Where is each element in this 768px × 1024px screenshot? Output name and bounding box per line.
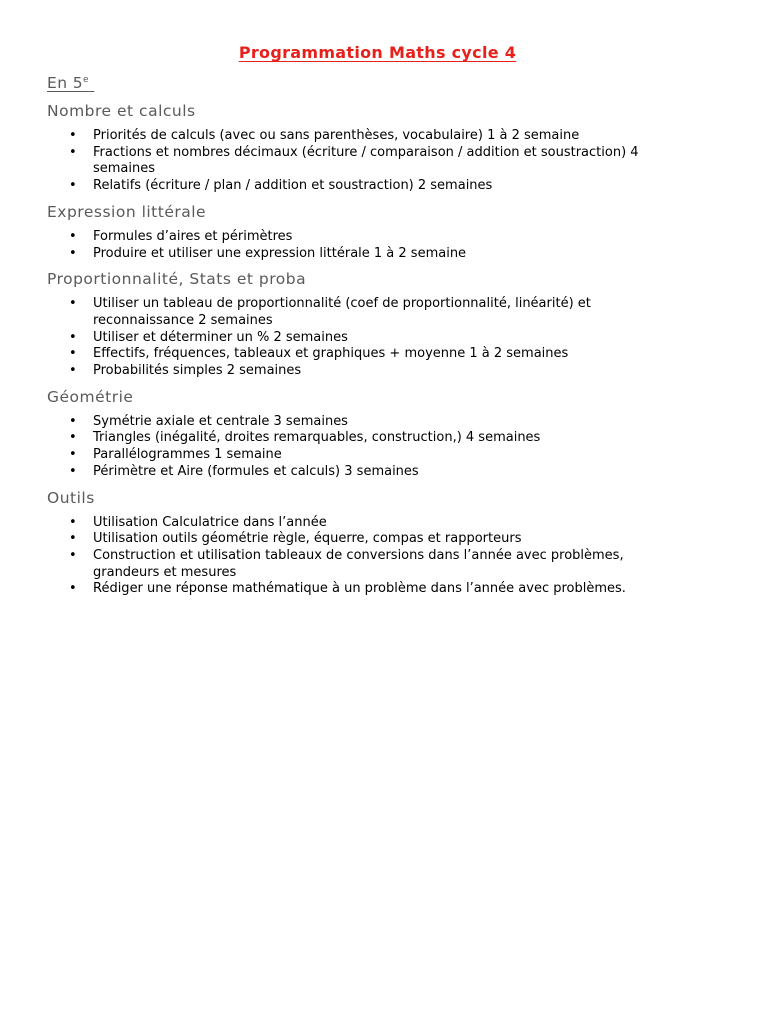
bullet-dot-icon: • xyxy=(69,346,77,362)
section-item-list xyxy=(47,515,708,599)
list-item-text: Périmètre et Aire (formules et calculs) 3 semaines xyxy=(93,463,419,479)
list-item-text: Utiliser et déterminer un % 2 semaines xyxy=(93,329,348,345)
bullet-dot-icon: • xyxy=(69,447,77,463)
list-item-text: Parallélogrammes 1 semaine xyxy=(93,447,282,463)
list-item xyxy=(69,296,708,329)
list-item xyxy=(69,346,708,363)
list-item-text: Utilisation outils géométrie règle, équerre, compas et rapporteurs xyxy=(93,531,522,547)
list-item xyxy=(69,463,708,481)
list-item xyxy=(69,430,708,447)
bullet-dot-icon: • xyxy=(69,128,77,143)
section-item-list xyxy=(47,128,708,195)
bullet-dot-icon: • xyxy=(69,413,77,429)
bullet-dot-icon: • xyxy=(69,296,77,312)
bullet-dot-icon: • xyxy=(69,547,77,563)
list-item-text: Priorités de calculs (avec ou sans parenthèses, vocabulaire) 1 à 2 semaine xyxy=(93,128,580,143)
list-item xyxy=(69,128,708,145)
list-item xyxy=(69,228,708,246)
list-item-text: Effectifs, fréquences, tableaux et graphiques + moyenne 1 à 2 semaines xyxy=(93,346,569,362)
list-item xyxy=(69,363,708,380)
bullet-dot-icon: • xyxy=(69,228,77,244)
bullet-dot-icon: • xyxy=(69,363,77,379)
section-item-list xyxy=(47,229,708,262)
level-label: En 5 xyxy=(47,74,84,92)
bullet-dot-icon: • xyxy=(69,514,77,530)
level-heading xyxy=(47,72,708,94)
sections-container xyxy=(47,100,708,598)
list-item xyxy=(69,329,708,347)
list-item xyxy=(69,144,708,178)
list-item-text: Fractions et nombres décimaux (écriture / comparaison / addition et soustraction) 4 semaines xyxy=(93,144,639,177)
bullet-dot-icon: • xyxy=(69,430,77,446)
bullet-dot-icon: • xyxy=(69,144,77,160)
section-title: Expression littérale xyxy=(47,202,207,221)
section-title: Proportionnalité, Stats et proba xyxy=(47,270,307,289)
bullet-dot-icon: • xyxy=(69,329,77,345)
list-item-text: Formules d’aires et périmètres xyxy=(93,228,293,244)
section-title: Outils xyxy=(47,488,95,507)
section-title: Nombre et calculs xyxy=(47,102,196,120)
list-item-text: Symétrie axiale et centrale 3 semaines xyxy=(93,413,348,429)
list-item-text: Produire et utiliser une expression littérale 1 à 2 semaine xyxy=(93,245,467,261)
bullet-dot-icon: • xyxy=(69,245,77,261)
section-item-list xyxy=(47,414,708,481)
list-item-text: Construction et utilisation tableaux de conversions dans l’année avec problèmes, grandeurs et mesures xyxy=(93,547,624,580)
bullet-dot-icon: • xyxy=(69,531,77,547)
list-item-text: Utilisation Calculatrice dans l’année xyxy=(93,514,327,530)
list-item xyxy=(69,245,708,263)
list-item xyxy=(69,447,708,464)
list-item-text: Relatifs (écriture / plan / addition et soustraction) 2 semaines xyxy=(93,178,493,194)
list-item-text: Rédiger une réponse mathématique à un problème dans l’année avec problèmes. xyxy=(93,581,626,597)
list-item-text: Triangles (inégalité, droites remarquables, construction,) 4 semaines xyxy=(93,430,541,446)
list-item xyxy=(69,413,708,431)
list-item-text: Utiliser un tableau de proportionnalité (coef de proportionnalité, linéarité) et reconnaissance 2 semaines xyxy=(93,296,591,328)
list-item xyxy=(69,514,708,532)
section-item-list xyxy=(47,296,708,380)
level-superscript: e xyxy=(83,74,89,85)
list-item xyxy=(69,581,708,598)
list-item xyxy=(69,178,708,195)
bullet-dot-icon: • xyxy=(69,581,77,597)
list-item xyxy=(69,531,708,548)
bullet-dot-icon: • xyxy=(69,178,77,194)
list-item xyxy=(69,547,708,581)
bullet-dot-icon: • xyxy=(69,463,77,479)
section-title: Géométrie xyxy=(47,387,134,406)
document-title: Programmation Maths cycle 4 xyxy=(238,43,517,62)
list-item-text: Probabilités simples 2 semaines xyxy=(93,363,302,379)
